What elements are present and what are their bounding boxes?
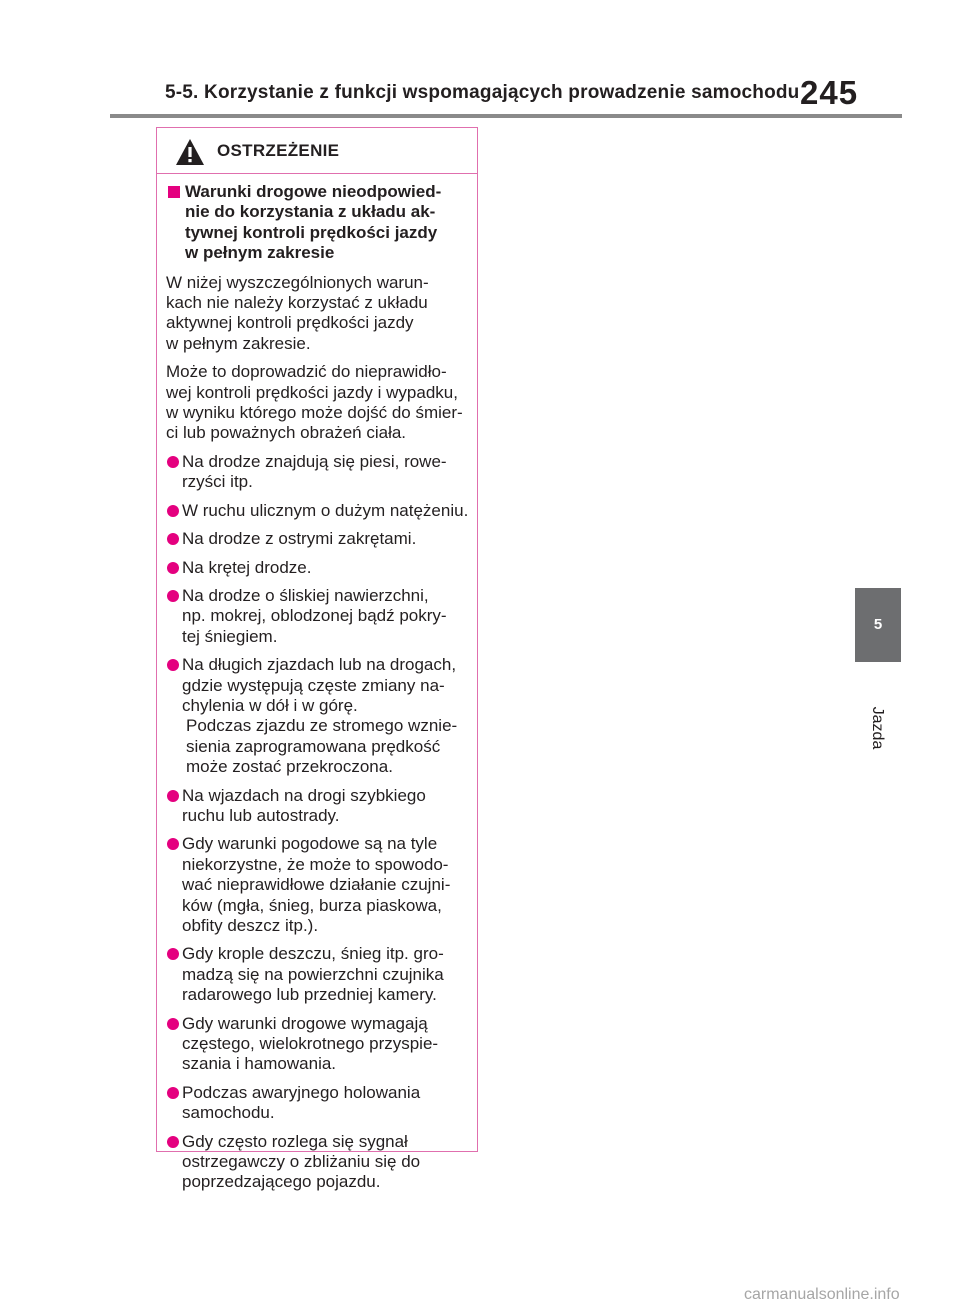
bullet-note: Podczas zjazdu ze stromego wznie- sienia zaprogramowana prędkość może zostać przekroczona. <box>186 716 458 777</box>
warning-bullet-item <box>166 786 473 827</box>
header-divider <box>110 114 902 118</box>
round-bullet-icon <box>167 1136 179 1148</box>
watermark: carmanualsonline.info <box>744 1286 900 1303</box>
warning-subheading <box>166 182 473 264</box>
warning-bullet-item <box>166 529 473 549</box>
subheading-text: Warunki drogowe nieodpowied- nie do korzystania z układu ak- tywnej kontroli prędkości jazdy w pełnym zakresie <box>185 182 442 263</box>
round-bullet-icon <box>167 590 179 602</box>
bullet-text: Na krętej drodze. <box>182 557 312 577</box>
bullet-text: Gdy warunki pogodowe są na tyle niekorzystne, że może to spowodo- wać nieprawidłowe działanie czujni- ków (mgła, śnieg, burza piaskowa, obfity deszcz itp.). <box>182 834 451 935</box>
warning-body <box>157 174 477 1193</box>
warning-paragraph: Może to doprowadzić do nieprawidło- wej kontroli prędkości jazdy i wypadku, w wyniku którego może dojść do śmier- ci lub poważnych obrażeń ciała. <box>166 362 463 443</box>
warning-bullet-item <box>166 834 473 936</box>
warning-bullet-item <box>166 1083 473 1124</box>
round-bullet-icon <box>167 659 179 671</box>
chapter-label-text: Jazda <box>869 706 886 750</box>
warning-bullet-item <box>166 558 473 578</box>
round-bullet-icon <box>167 1018 179 1030</box>
warning-header <box>157 128 477 174</box>
warning-title: OSTRZEŻENIE <box>217 141 340 160</box>
warning-triangle-icon <box>175 138 205 166</box>
round-bullet-icon <box>167 533 179 545</box>
warning-bullet-item <box>166 655 473 777</box>
warning-box <box>156 127 478 1192</box>
round-bullet-icon <box>167 790 179 802</box>
round-bullet-icon <box>167 562 179 574</box>
bullet-text: Na drodze z ostrymi zakrętami. <box>182 529 417 549</box>
round-bullet-icon <box>167 838 179 850</box>
warning-bullet-item <box>166 1014 473 1075</box>
bullet-text: Na długich zjazdach lub na drogach, gdzie występują częste zmiany na- chylenia w dół i w górę. <box>182 655 457 715</box>
page-number: 245 <box>800 74 859 111</box>
warning-bullet-item <box>166 501 473 521</box>
warning-paragraph: W niżej wyszczególnionych warun- kach nie należy korzystać z układu aktywnej kontroli prędkości jazdy w pełnym zakresie. <box>166 272 429 353</box>
warning-bullet-item <box>166 944 473 1005</box>
bullet-text: W ruchu ulicznym o dużym natężeniu. <box>182 500 469 520</box>
section-title: 5-5. Korzystanie z funkcji wspomagających prowadzenie samochodu <box>165 82 800 103</box>
bullet-text: Na wjazdach na drogi szybkiego ruchu lub autostrady. <box>182 785 426 825</box>
round-bullet-icon <box>167 1087 179 1099</box>
bullet-text: Podczas awaryjnego holowania samochodu. <box>182 1082 421 1123</box>
round-bullet-icon <box>167 456 179 468</box>
bullet-text: Na drodze o śliskiej nawierzchni, np. mokrej, oblodzonej bądź pokry- tej śniegiem. <box>182 585 447 646</box>
warning-bullet-item <box>166 1132 473 1193</box>
bullet-text: Gdy warunki drogowe wymagają częstego, wielokrotnego przyspie- szania i hamowania. <box>182 1013 439 1074</box>
warning-bullet-list <box>166 452 473 1193</box>
round-bullet-icon <box>167 505 179 517</box>
chapter-tab: 5 <box>855 588 901 662</box>
warning-bullet-item <box>166 452 473 493</box>
square-bullet-icon <box>168 186 180 198</box>
round-bullet-icon <box>167 948 179 960</box>
warning-bullet-item <box>166 586 473 647</box>
bullet-text: Gdy krople deszczu, śnieg itp. gro- madzą się na powierzchni czujnika radarowego lub przedniej kamery. <box>182 944 444 1005</box>
chapter-label <box>860 698 894 758</box>
bullet-text: Gdy często rozlega się sygnał ostrzegawczy o zbliżaniu się do poprzedzającego pojazdu. <box>182 1131 421 1192</box>
bullet-text: Na drodze znajdują się piesi, rowe- rzyści itp. <box>182 451 447 492</box>
